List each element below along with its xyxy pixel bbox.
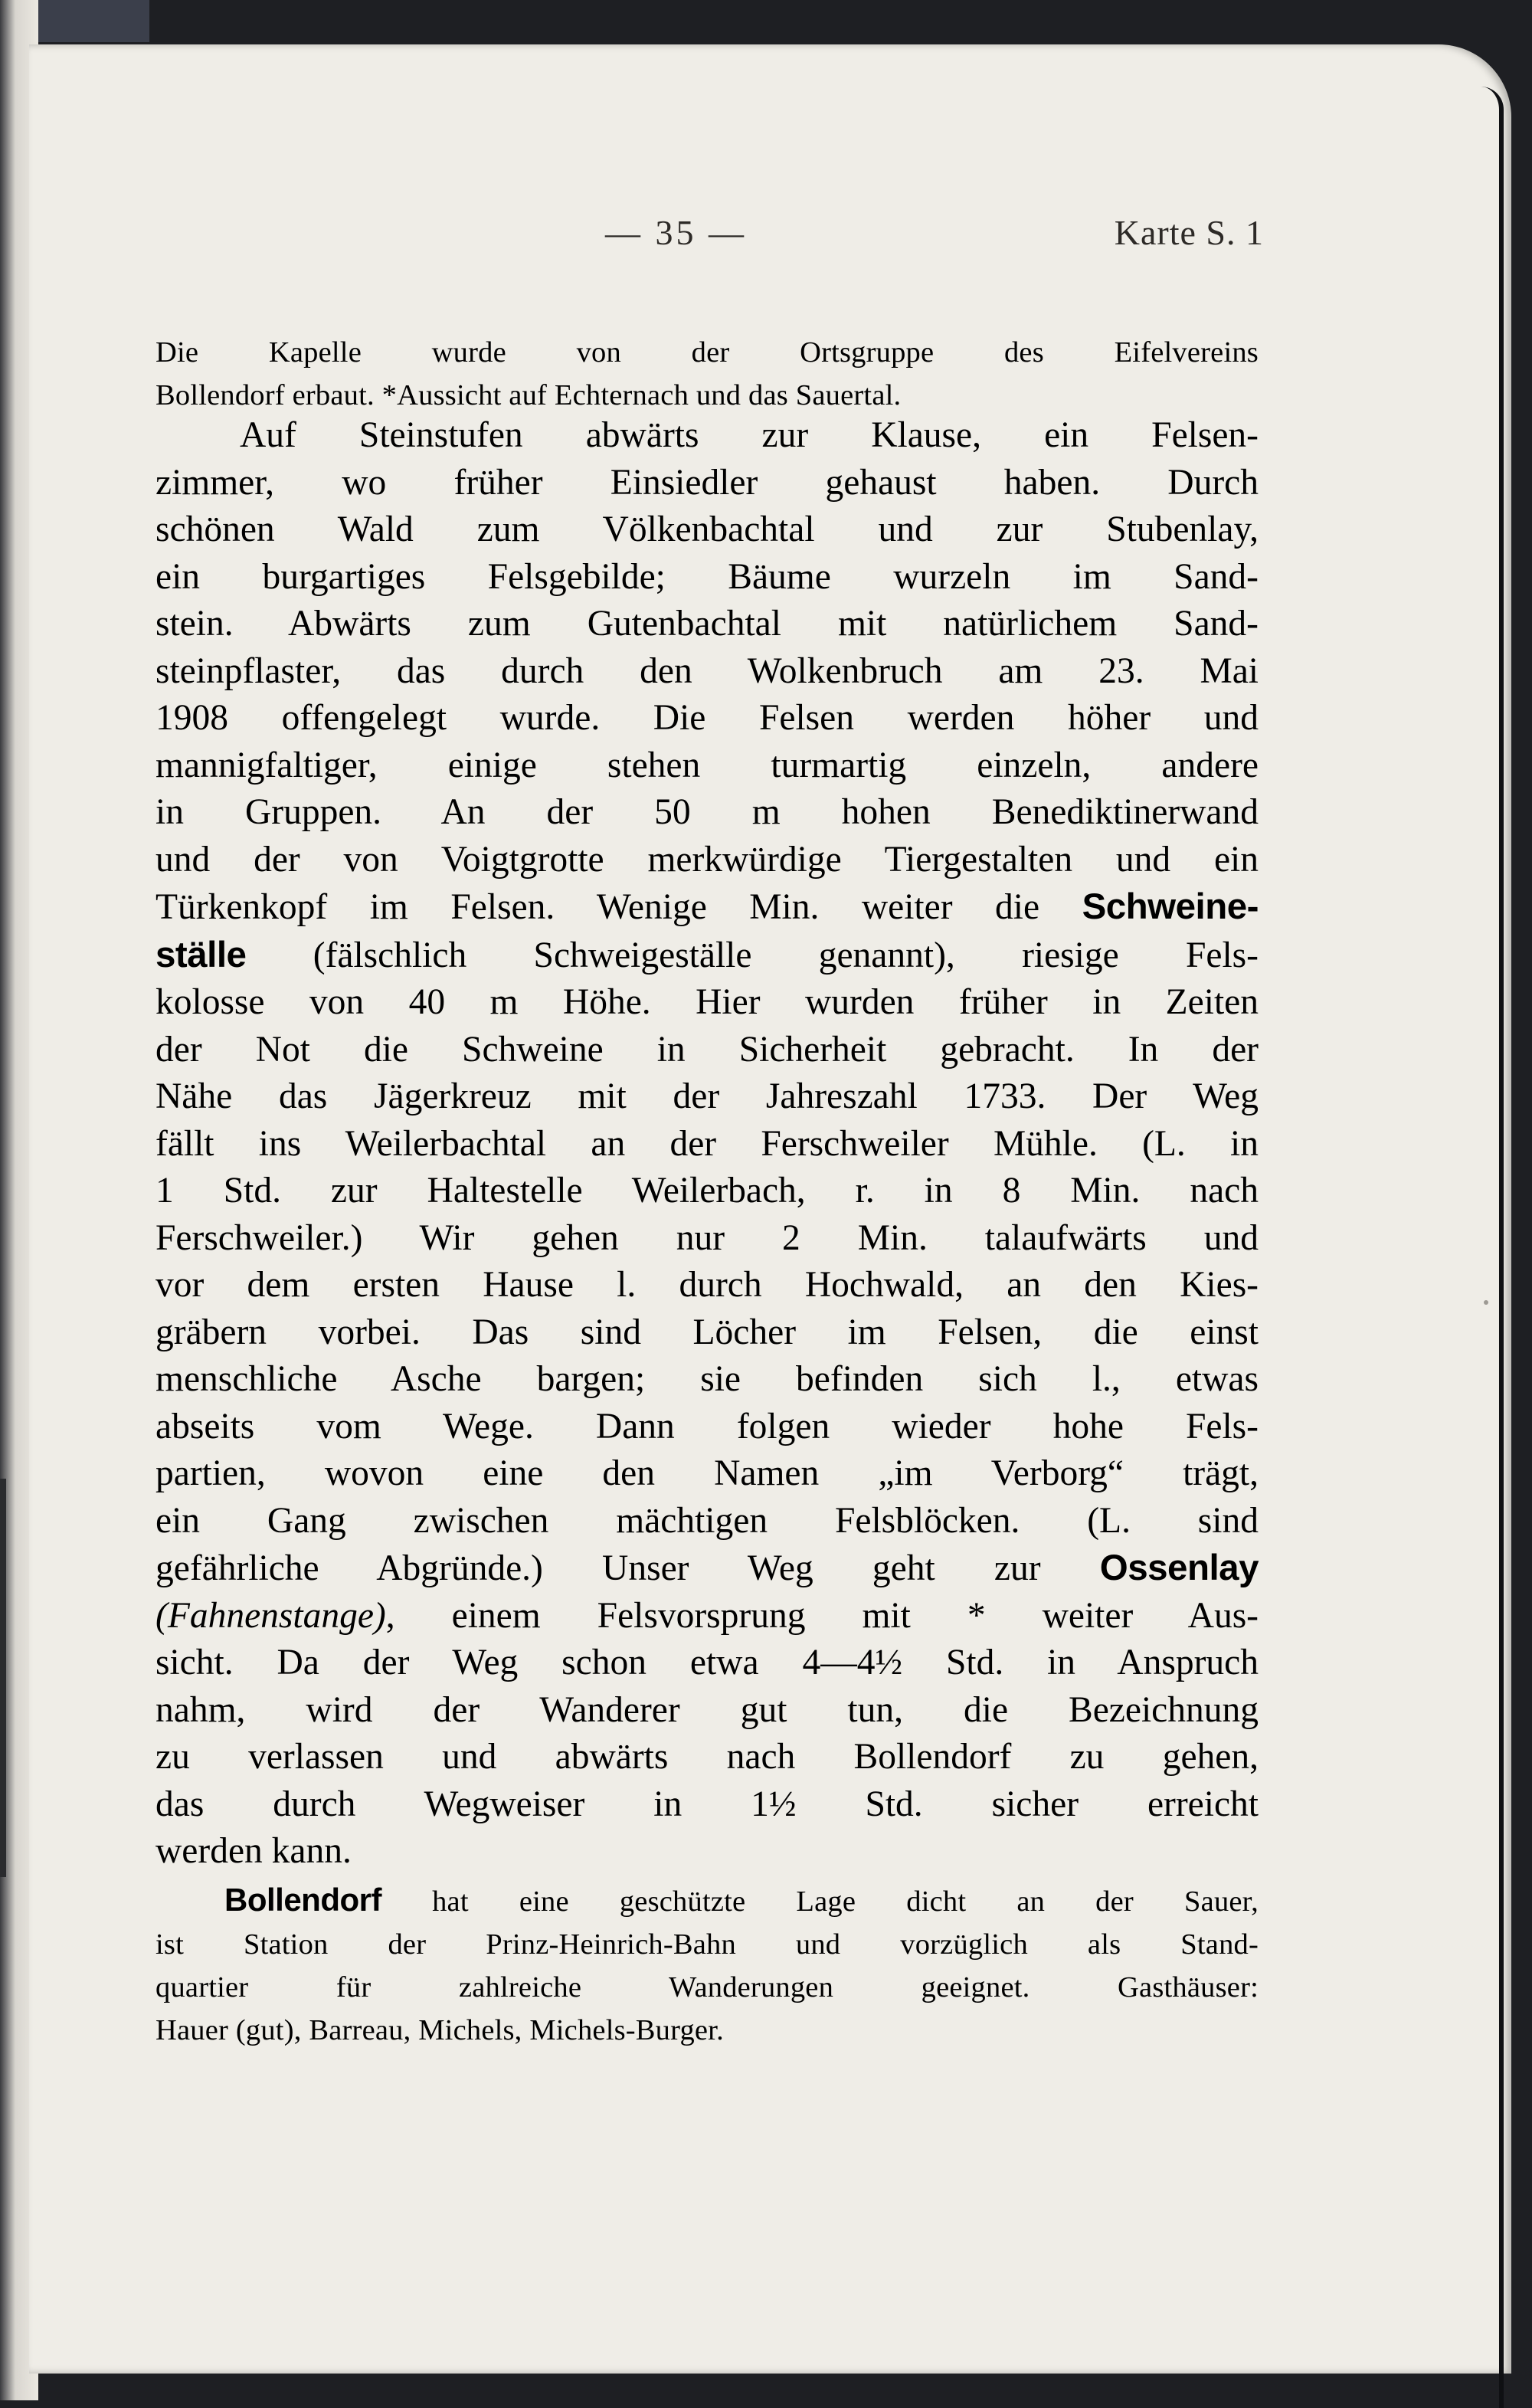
text-line: 1908 offengelegt wurde. Die Felsen werden höher und <box>155 698 1259 738</box>
spine-shadow <box>0 1479 6 1877</box>
text-line: werden kann. <box>155 1831 352 1871</box>
text-line <box>155 1879 1259 1923</box>
text-line: der Not die Schweine in Sicherheit gebracht. In der <box>155 1029 1259 1070</box>
text-line: zu verlassen und abwärts nach Bollendorf zu gehen, <box>155 1737 1259 1777</box>
text-line: vor dem ersten Hause l. durch Hochwald, an den Kies- <box>155 1265 1259 1305</box>
text-line: Auf Steinstufen abwärts zur Klause, ein Felsen- <box>240 415 1259 455</box>
text-fragment: (fälschlich Schweigeställe genannt), riesige Fels- <box>246 935 1259 975</box>
text-line: Hauer (gut), Barreau, Michels, Michels-Burger. <box>155 2014 724 2046</box>
main-paragraph <box>155 412 1259 1876</box>
place-name-bollendorf: Bollendorf <box>224 1882 381 1918</box>
text-line <box>155 883 1259 932</box>
text-line: 1 Std. zur Haltestelle Weilerbach, r. in 8 Min. nach <box>155 1171 1259 1211</box>
text-line: Nähe das Jägerkreuz mit der Jahreszahl 1733. Der Weg <box>155 1076 1259 1116</box>
text-line <box>155 1593 1259 1640</box>
text-line: nahm, wird der Wanderer gut tun, die Bezeichnung <box>155 1689 1259 1730</box>
place-name-schweinestaelle: Schweine- <box>1082 886 1259 927</box>
text-line: partien, wovon eine den Namen „im Verborg“ trägt, <box>155 1453 1259 1493</box>
text-line: und der von Voigtgrotte merkwürdige Tiergestalten und ein <box>155 839 1259 880</box>
text-line: ein Gang zwischen mächtigen Felsblöcken. (L. sind <box>155 1500 1259 1541</box>
text-line: Die Kapelle wurde von der Ortsgruppe des Eifelvereins <box>155 336 1259 369</box>
place-alias-fahnenstange: (Fahnenstange) <box>155 1595 386 1636</box>
place-name-ossenlay: Ossenlay <box>1099 1548 1259 1588</box>
text-line: schönen Wald zum Völkenbachtal und zur Stubenlay, <box>155 509 1259 549</box>
text-fragment: gefährliche Abgründe.) Unser Weg geht zur <box>155 1548 1100 1588</box>
text-line: steinpflaster, das durch den Wolkenbruch am 23. Mai <box>155 650 1259 691</box>
text-line: stein. Abwärts zum Gutenbachtal mit natürlichem Sand- <box>155 604 1259 644</box>
text-line: Bollendorf erbaut. *Aussicht auf Echternach und das Sauertal. <box>155 379 902 411</box>
bollendorf-paragraph <box>155 1879 1259 2052</box>
text-line <box>155 1545 1259 1593</box>
text-line: gräbern vorbei. Das sind Löcher im Felsen, die einst <box>155 1312 1259 1352</box>
text-line: sicht. Da der Weg schon etwa 4—4½ Std. in Anspruch <box>155 1643 1259 1682</box>
text-fragment: hat eine geschützte Lage dicht an der Sauer, <box>381 1885 1259 1918</box>
page-number: — 35 — <box>605 213 747 252</box>
map-reference: Karte S. 1 <box>1114 213 1264 252</box>
text-line: mannigfaltiger, einige stehen turmartig einzeln, andere <box>155 745 1259 785</box>
page-edge <box>1481 87 1504 2408</box>
intro-paragraph <box>155 331 1259 417</box>
text-line: zimmer, wo früher Einsiedler gehaust haben. Durch <box>155 462 1259 503</box>
text-line: menschliche Asche bargen; sie befinden sich l., etwas <box>155 1359 1259 1399</box>
text-fragment: Türkenkopf im Felsen. Wenige Min. weiter die <box>155 887 1082 927</box>
text-line: ist Station der Prinz-Heinrich-Bahn und vorzüglich als Stand- <box>155 1928 1259 1961</box>
text-line: kolosse von 40 m Höhe. Hier wurden früher in Zeiten <box>155 982 1259 1022</box>
text-line: das durch Wegweiser in 1½ Std. sicher erreicht <box>155 1784 1259 1824</box>
text-fragment: , einem Felsvorsprung mit * weiter Aus- <box>385 1595 1259 1636</box>
text-line: fällt ins Weilerbachtal an der Ferschweiler Mühle. (L. in <box>155 1123 1259 1164</box>
text-line: ein burgartiges Felsgebilde; Bäume wurzeln im Sand- <box>155 556 1259 597</box>
text-line: quartier für zahlreiche Wanderungen geeignet. Gasthäuser: <box>155 1971 1259 2003</box>
text-line: Ferschweiler.) Wir gehen nur 2 Min. talaufwärts und <box>155 1217 1259 1258</box>
text-line: in Gruppen. An der 50 m hohen Benediktinerwand <box>155 792 1259 832</box>
page-header <box>605 212 1264 258</box>
place-name-schweinestaelle-cont: ställe <box>155 934 247 975</box>
paper-speck <box>1484 1300 1488 1305</box>
text-line <box>155 932 1259 980</box>
text-line: abseits vom Wege. Dann folgen wieder hohe Fels- <box>155 1406 1259 1446</box>
